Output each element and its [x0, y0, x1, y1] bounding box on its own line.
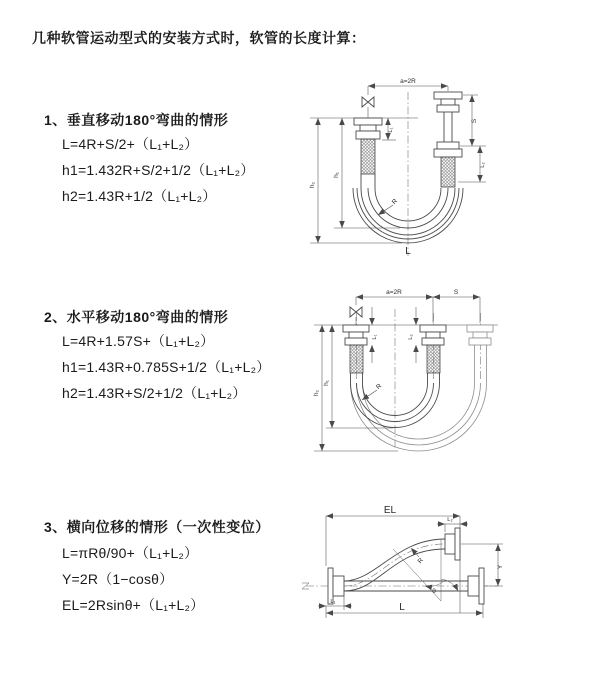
el-label: EL — [383, 505, 397, 516]
dim-l2 — [437, 517, 468, 532]
radius-leader — [362, 382, 383, 400]
raised-flange — [445, 528, 460, 560]
l2-label: L₂ — [408, 334, 414, 340]
h2-label: h₂ — [309, 181, 316, 189]
h2-label: h₂ — [313, 389, 320, 397]
r-label: R — [416, 556, 426, 566]
dim-l2 — [408, 307, 416, 363]
dim-s — [460, 95, 486, 146]
r-label: R — [390, 197, 400, 207]
l1-label: L₁ — [388, 127, 394, 133]
section-2-formulas — [62, 328, 270, 406]
right-flange — [468, 568, 484, 604]
section-3-heading: 3、横向位移的情形（一次性变位） — [44, 519, 270, 535]
section-1-formulas — [62, 131, 254, 209]
radius-leader — [411, 548, 425, 565]
formula-line: h2=1.43R+S/2+1/2（L₁+L₂） — [62, 385, 247, 401]
hose-displaced — [344, 539, 445, 591]
span-label: a=2R — [400, 78, 416, 85]
page-title: 几种软管运动型式的安装方式时，软管的长度计算： — [32, 30, 366, 46]
diagram-horizontal-180-bend — [298, 283, 600, 458]
valve-icon — [362, 97, 374, 118]
length-label: L — [405, 246, 411, 257]
h1-label: h₁ — [333, 172, 340, 178]
section-1-heading: 1、垂直移动180°弯曲的情形 — [44, 112, 229, 128]
length-label: L — [399, 602, 405, 613]
dim-l1 — [372, 307, 378, 363]
r-label: R — [374, 382, 384, 392]
l2-label: L₂ — [447, 517, 453, 523]
formula-line: L=4R+1.57S+（L₁+L₂） — [62, 333, 215, 349]
braid-section — [361, 139, 375, 174]
formula-line: h1=1.43R+0.785S+1/2（L₁+L₂） — [62, 359, 271, 375]
formula-line: h1=1.432R+S/2+1/2（L₁+L₂） — [62, 162, 255, 178]
l2-label: L₂ — [480, 162, 486, 168]
right-fitting — [434, 92, 462, 187]
braid-section — [350, 345, 363, 373]
dim-s — [433, 289, 480, 323]
hose-straight — [344, 581, 468, 591]
section-3-formulas — [62, 540, 204, 618]
h1-label: h₁ — [323, 380, 330, 386]
span-label: a=2R — [386, 289, 402, 296]
middle-fitting — [420, 325, 446, 373]
braid-section — [441, 157, 455, 187]
diagram-lateral-displacement — [298, 498, 600, 660]
hose-moved-position — [351, 345, 487, 451]
dim-length — [326, 602, 483, 618]
left-fitting — [343, 325, 369, 373]
s-label: S — [471, 118, 478, 124]
diagram-vertical-180-bend — [300, 70, 590, 260]
valve-icon — [350, 307, 362, 325]
formula-line: h2=1.43R+1/2（L₁+L₂） — [62, 188, 217, 204]
braid-section — [427, 345, 440, 373]
l1-label: L₁ — [330, 599, 336, 605]
radius-leader — [378, 198, 399, 215]
formula-line: L=πRθ/90+（L₁+L₂） — [62, 545, 199, 561]
formula-line: L=4R+S/2+（L₁+L₂） — [62, 136, 199, 152]
left-fitting — [354, 118, 382, 174]
dim-l1 — [382, 118, 396, 140]
dim-span — [356, 289, 433, 323]
theta-label: θ — [432, 588, 436, 595]
y-label: Y — [497, 564, 504, 570]
formula-line: Y=2R（1−cosθ） — [62, 571, 174, 587]
s-label: S — [453, 289, 459, 296]
l1-label: L₁ — [372, 334, 378, 340]
dim-el — [326, 505, 460, 613]
dim-l1 — [318, 596, 352, 610]
section-2-heading: 2、水平移动180°弯曲的情形 — [44, 309, 229, 325]
moved-fitting — [467, 325, 493, 345]
formula-line: EL=2Rsinθ+（L₁+L₂） — [62, 597, 205, 613]
